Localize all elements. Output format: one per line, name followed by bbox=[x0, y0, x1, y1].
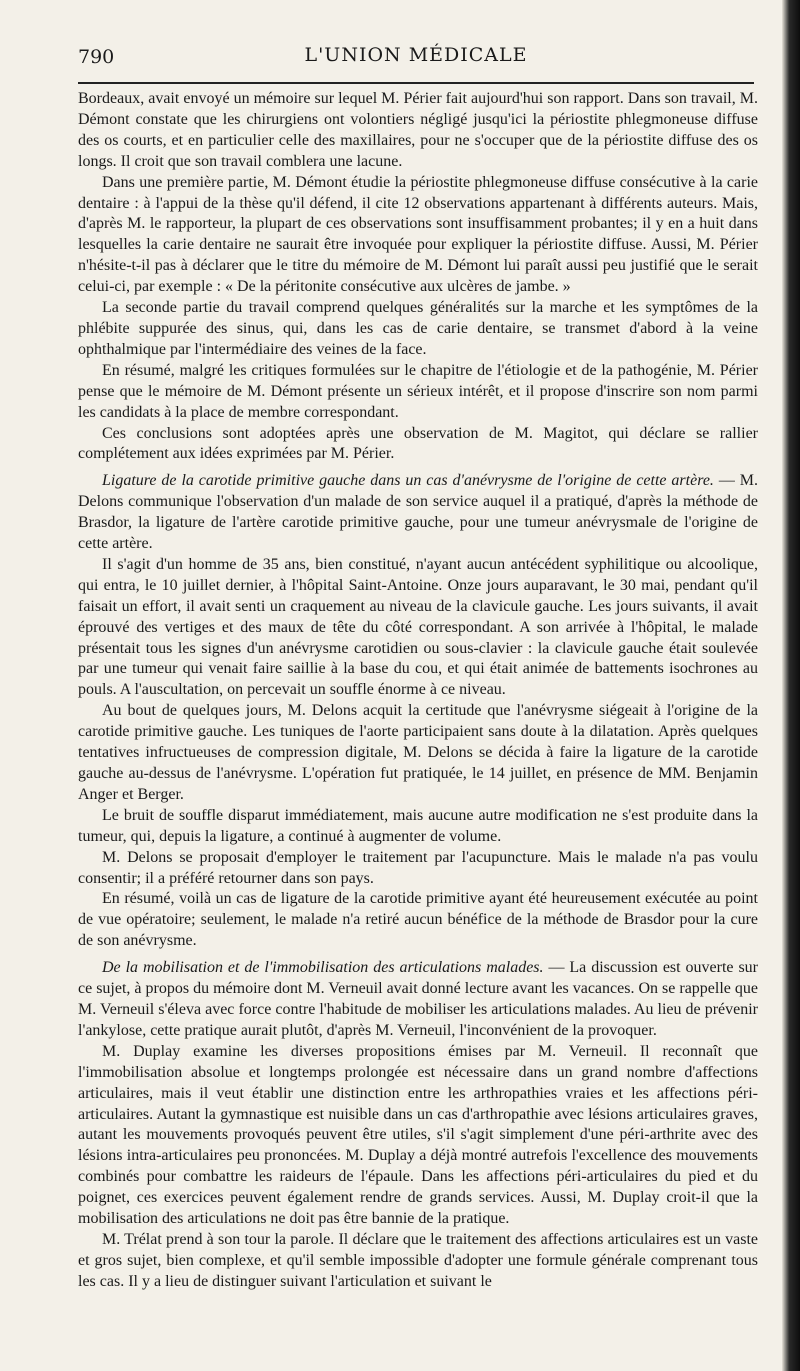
paragraph: M. Duplay examine les diverses propositions émises par M. Verneuil. Il reconnaît que l'immobilisation absolue et longtemps prolongée est nécessaire dans un grand nombre d'affections articulaires, mais il veut établir une distinction entre les arthropathies vraies et les affections péri-articulaires. Autant la gymnastique est nuisible dans un cas d'arthropathie avec lésions articulaires graves, autant les mouvements provoqués peuvent être utiles, s'il s'agit simplement d'une péri-arthrite avec des lésions intra-articulaires peu prononcées. M. Duplay a déjà montré autrefois l'excellence des mouvements combinés pour combattre les raideurs de l'épaule. Dans les affections péri-articulaires du pied et du poignet, ces exercices peuvent également rendre de grands services. Aussi, M. Duplay croit-il que la mobilisation des articulations ne doit pas être bannie de la pratique. bbox=[78, 1042, 758, 1228]
paragraph: Ces conclusions sont adoptées après une observation de M. Magitot, qui déclare se rallier complétement aux idées exprimées par M. Périer. bbox=[78, 424, 758, 463]
paragraph: En résumé, malgré les critiques formulées sur le chapitre de l'étiologie et de la pathogénie, M. Périer pense que le mémoire de M. Démont présente un sérieux intérêt, et il propose d'inscrire son nom parmi les candidats à la place de membre correspondant. bbox=[78, 361, 758, 421]
section-paragraph-carotid bbox=[78, 471, 758, 555]
page-header bbox=[78, 40, 754, 74]
page-edge-shadow bbox=[782, 0, 800, 1371]
section-lead-carotid: — M. Delons communique l'observation d'un malade de son service auquel il a pratiqué, d'après la méthode de Brasdor, la ligature de l'artère carotide primitive gauche, pour une tumeur anévrysmale de l'origine de cette artère. bbox=[78, 472, 758, 553]
paragraph: La seconde partie du travail comprend quelques généralités sur la marche et les symptômes de la phlébite suppurée des sinus, qui, dans les cas de carie dentaire, se transmet d'abord à la veine ophthalmique par l'intermédiaire des veines de la face. bbox=[78, 299, 758, 358]
running-title: L'UNION MÉDICALE bbox=[304, 44, 528, 66]
article-body bbox=[78, 89, 758, 1293]
paragraph: Le bruit de souffle disparut immédiatement, mais aucune autre modification ne s'est produite dans la tumeur, qui, depuis la ligature, a continué à augmenter de volume. bbox=[78, 806, 758, 845]
section-title-mobilisation: De la mobilisation et de l'immobilisation des articulations malades. bbox=[102, 959, 544, 977]
section-title-carotid: Ligature de la carotide primitive gauche dans un cas d'anévrysme de l'origine de cette artère. bbox=[102, 472, 714, 490]
section-lead-mobilisation: — La discussion est ouverte sur ce sujet, à propos du mémoire dont M. Verneuil avait donné lecture avant les vacances. On se rappelle que M. Verneuil s'éleva avec force contre l'habitude de mobiliser les articulations malades. Au lieu de prévenir l'ankylose, cette pratique aurait plutôt, d'après M. Verneuil, l'inconvénient de la provoquer. bbox=[78, 959, 758, 1039]
paragraph-continued: Bordeaux, avait envoyé un mémoire sur lequel M. Périer fait aujourd'hui son rapport. Dans son travail, M. Démont constate que les chirurgiens ont volontiers négligé jusqu'ici la périostite phlegmoneuse diffuse des os courts, et en particulier celle des maxillaires, pour ne s'occuper que de la périostite diffuse des os longs. Il croit que son travail comblera une lacune. bbox=[78, 90, 758, 170]
paragraph: M. Trélat prend à son tour la parole. Il déclare que le traitement des affections articulaires est un vaste et gros sujet, bien complexe, et qu'il semble impossible d'adopter une formule générale comprenant tous les cas. Il y a lieu de distinguer suivant l'articulation et suivant le bbox=[78, 1230, 758, 1290]
paragraph: Dans une première partie, M. Démont étudie la périostite phlegmoneuse diffuse consécutive à la carie dentaire : à l'appui de la thèse qu'il défend, il cite 12 observations appartenant à différents auteurs. Mais, d'après M. le rapporteur, la plupart de ces observations sont insuffisamment probantes; il y en a huit dans lesquelles la carie dentaire ne saurait être invoquée pour expliquer la périostite diffuse. Aussi, M. Périer n'hésite-t-il pas à déclarer que le titre du mémoire de M. Démont lui paraît aussi peu justifié que le serait celui-ci, par exemple : « De la péritonite consécutive aux ulcères de jambe. » bbox=[78, 173, 758, 296]
page-number: 790 bbox=[78, 46, 115, 68]
paragraph: M. Delons se proposait d'employer le traitement par l'acupuncture. Mais le malade n'a pas voulu consentir; il a préféré retourner dans son pays. bbox=[78, 848, 758, 887]
section-paragraph-mobilisation bbox=[78, 958, 758, 1042]
paragraph: En résumé, voilà un cas de ligature de la carotide primitive ayant été heureusement exécutée au point de vue opératoire; seulement, le malade n'a retiré aucun bénéfice de la méthode de Brasdor pour la cure de son anévrysme. bbox=[78, 890, 758, 950]
paragraph: Il s'agit d'un homme de 35 ans, bien constitué, n'ayant aucun antécédent syphilitique ou alcoolique, qui entra, le 10 juillet dernier, à l'hôpital Saint-Antoine. Onze jours auparavant, le 30 mai, pendant qu'il faisait un effort, il avait senti un craquement au niveau de la clavicule gauche. Les jours suivants, il avait éprouvé des vertiges et des maux de tête du côté correspondant. A son arrivée à l'hôpital, le malade présentait tous les signes d'un anévrysme carotidien ou sous-clavier : la clavicule gauche était soulevée par une tumeur qui venait faire saillie à la base du cou, et qui était animée de battements isochrones au pouls. A l'auscultation, on percevait un souffle énorme à ce niveau. bbox=[78, 555, 758, 699]
header-rule bbox=[78, 82, 754, 84]
paragraph: Au bout de quelques jours, M. Delons acquit la certitude que l'anévrysme siégeait à l'origine de la carotide primitive gauche. Les tuniques de l'aorte participaient sans doute à la dilatation. Après quelques tentatives infructueuses de compression digitale, M. Delons se décida à faire la ligature de la carotide gauche au-dessus de l'anévrysme. L'opération fut pratiquée, le 14 juillet, en présence de MM. Benjamin Anger et Berger. bbox=[78, 702, 758, 803]
